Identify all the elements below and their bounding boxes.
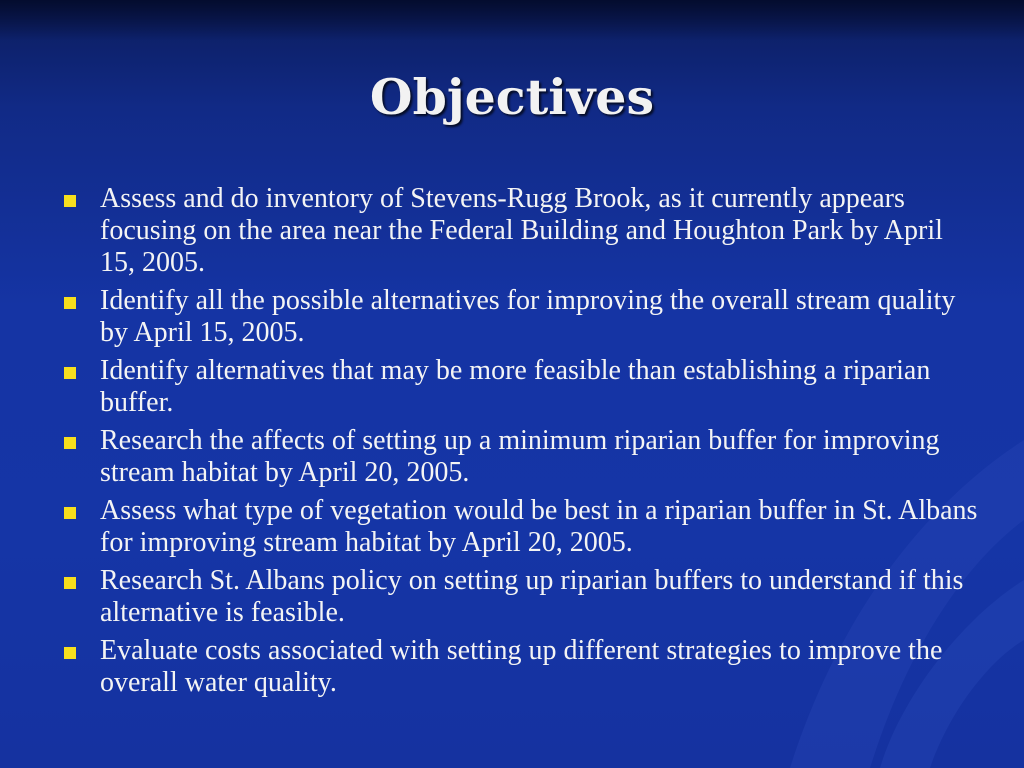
- list-item: [62, 495, 982, 559]
- list-item: [62, 635, 982, 699]
- bullet-text: Assess and do inventory of Stevens-Rugg Brook, as it currently appears focusing on the area near the Federal Building and Houghton Park by April 15, 2005.: [100, 183, 943, 278]
- list-item: [62, 565, 982, 629]
- bullet-text: Research the affects of setting up a minimum riparian buffer for improving stream habitat by April 20, 2005.: [100, 425, 940, 488]
- square-bullet-icon: [64, 647, 76, 659]
- square-bullet-icon: [64, 367, 76, 379]
- bullet-text: Research St. Albans policy on setting up riparian buffers to understand if this alternative is feasible.: [100, 565, 964, 628]
- list-item: [62, 355, 982, 419]
- square-bullet-icon: [64, 297, 76, 309]
- square-bullet-icon: [64, 195, 76, 207]
- square-bullet-icon: [64, 577, 76, 589]
- square-bullet-icon: [64, 507, 76, 519]
- objectives-list: [62, 183, 982, 705]
- list-item: [62, 425, 982, 489]
- bullet-text: Assess what type of vegetation would be best in a riparian buffer in St. Albans for improving stream habitat by April 20, 2005.: [100, 495, 978, 558]
- square-bullet-icon: [64, 437, 76, 449]
- slide-title: Objectives: [369, 68, 655, 126]
- bullet-text: Identify alternatives that may be more feasible than establishing a riparian buffer.: [100, 355, 931, 418]
- list-item: [62, 183, 982, 279]
- list-item: [62, 285, 982, 349]
- bullet-text: Evaluate costs associated with setting up different strategies to improve the overall water quality.: [100, 635, 943, 698]
- bullet-text: Identify all the possible alternatives for improving the overall stream quality by April 15, 2005.: [100, 285, 956, 348]
